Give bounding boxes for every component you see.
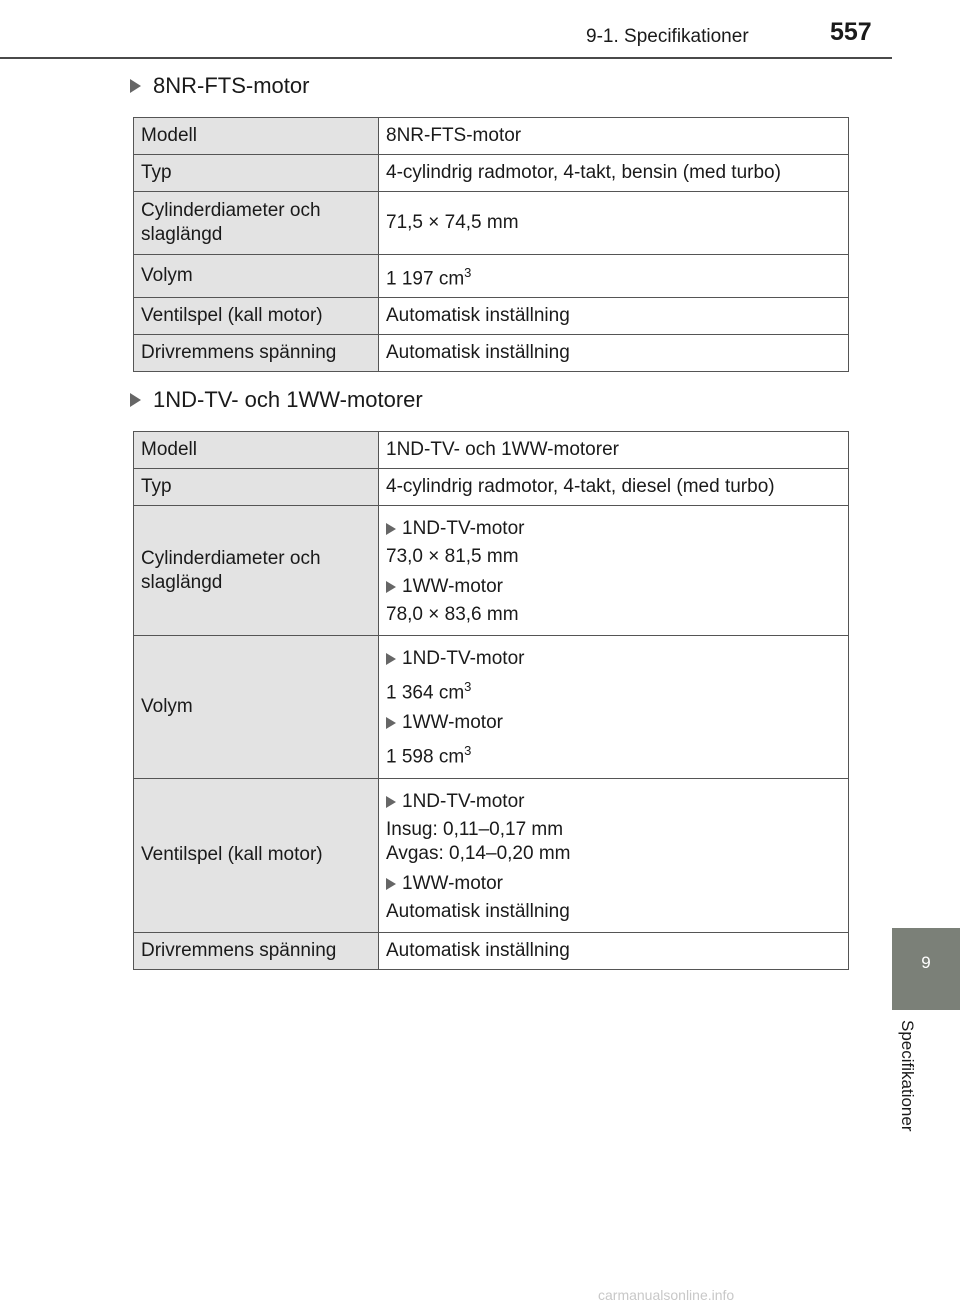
unit-exponent: 3 (464, 679, 472, 694)
table-row (134, 155, 849, 192)
row-value: 71,5 × 74,5 mm (379, 192, 849, 255)
spec-table-8nr (133, 117, 849, 372)
row-value: 8NR-FTS-motor (379, 118, 849, 155)
row-label: Drivremmens spänning (134, 335, 379, 372)
table-row (134, 506, 849, 636)
section-heading-label: 8NR-FTS-motor (153, 73, 310, 98)
unit-exponent: 3 (464, 265, 472, 280)
section-heading-label: 1ND-TV- och 1WW-motorer (153, 387, 423, 412)
chapter-label-vertical (897, 1020, 927, 1160)
row-value: 1ND-TV- och 1WW-motorer (379, 432, 849, 469)
arrow-right-icon (130, 79, 141, 93)
row-value: 4-cylindrig radmotor, 4-takt, bensin (med turbo) (379, 155, 849, 192)
row-value: Automatisk inställning (379, 335, 849, 372)
table-row (134, 192, 849, 255)
table-row (134, 469, 849, 506)
arrow-right-icon (386, 653, 396, 665)
clearance-value: Automatisk inställning (386, 900, 570, 922)
engine-variant-label: 1WW-motor (402, 872, 503, 894)
volume-text: 1 598 cm (386, 746, 465, 768)
page-number: 557 (830, 18, 872, 46)
arrow-right-icon (386, 878, 396, 890)
bore-stroke-value: 73,0 × 81,5 mm (386, 546, 519, 567)
chapter-label: Specifikationer (898, 1020, 917, 1132)
unit-exponent: 3 (464, 743, 472, 759)
row-label: Volym (134, 255, 379, 298)
table-row (134, 298, 849, 335)
arrow-right-icon (130, 393, 141, 407)
section-title: 9-1. Specifikationer (586, 26, 749, 47)
arrow-right-icon (386, 581, 396, 593)
row-label: Cylinderdiameter och slaglängd (134, 506, 379, 636)
bore-stroke-value: 78,0 × 83,6 mm (386, 604, 519, 625)
row-label: Modell (134, 432, 379, 469)
spec-table-1nd-1ww (133, 431, 849, 970)
engine-variant (386, 711, 841, 735)
table-row (134, 118, 849, 155)
row-label: Modell (134, 118, 379, 155)
engine-variant-label: 1ND-TV-motor (402, 790, 525, 812)
table-row (134, 432, 849, 469)
engine-variant-label: 1ND-TV-motor (402, 648, 525, 669)
row-label: Typ (134, 469, 379, 506)
volume-text: 1 364 cm (386, 682, 465, 704)
row-label: Ventilspel (kall motor) (134, 778, 379, 932)
arrow-right-icon (386, 796, 396, 808)
table-row (134, 636, 849, 779)
watermark: carmanualsonline.info (598, 1287, 735, 1303)
row-value (379, 778, 849, 932)
engine-variant (386, 872, 841, 896)
row-label: Cylinderdiameter och slaglängd (134, 192, 379, 255)
engine-variant (386, 575, 841, 599)
section-heading-8nr (130, 73, 309, 99)
engine-variant (386, 790, 841, 814)
row-value (379, 506, 849, 636)
volume-value: 1 197 cm (386, 268, 465, 290)
row-label: Ventilspel (kall motor) (134, 298, 379, 335)
arrow-right-icon (386, 717, 396, 729)
row-value: Automatisk inställning (379, 298, 849, 335)
section-heading-1nd-1ww (130, 387, 423, 413)
intake-clearance: Insug: 0,11–0,17 mm (386, 818, 564, 840)
row-label: Drivremmens spänning (134, 932, 379, 969)
volume-value (386, 675, 841, 705)
engine-variant-label: 1WW-motor (402, 576, 503, 597)
chapter-number: 9 (921, 953, 931, 972)
engine-variant (386, 647, 841, 671)
chapter-tab[interactable] (892, 928, 960, 1010)
row-value (379, 255, 849, 298)
table-row (134, 778, 849, 932)
engine-variant (386, 517, 841, 541)
volume-value (386, 739, 841, 769)
arrow-right-icon (386, 523, 396, 535)
table-row (134, 932, 849, 969)
exhaust-clearance: Avgas: 0,14–0,20 mm (386, 842, 571, 864)
row-label: Typ (134, 155, 379, 192)
row-value: Automatisk inställning (379, 932, 849, 969)
engine-variant-label: 1ND-TV-motor (402, 518, 525, 539)
row-label: Volym (134, 636, 379, 779)
table-row (134, 335, 849, 372)
row-value: 4-cylindrig radmotor, 4-takt, diesel (med turbo) (379, 469, 849, 506)
header-divider (0, 57, 892, 59)
row-value (379, 636, 849, 779)
table-row (134, 255, 849, 298)
engine-variant-label: 1WW-motor (402, 712, 503, 734)
